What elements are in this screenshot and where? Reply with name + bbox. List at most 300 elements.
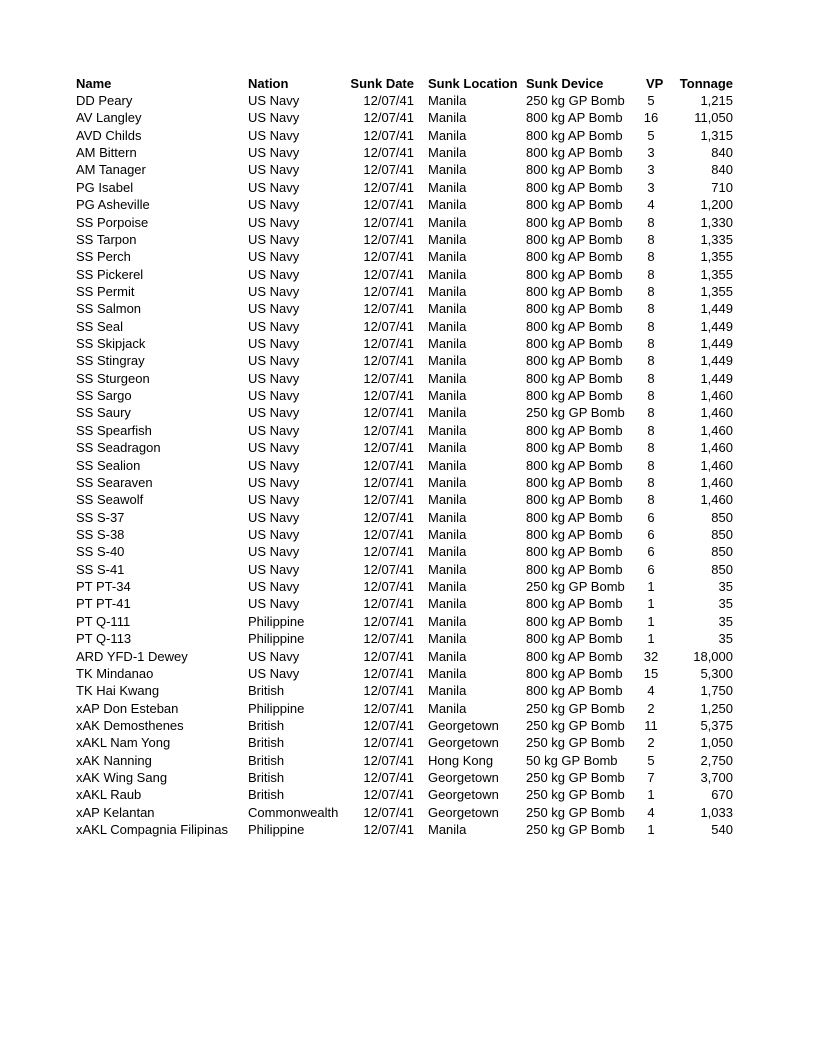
table-row: [76, 387, 740, 404]
cell-vp: 8: [647, 353, 655, 369]
cell-sunk-location: Manila: [428, 249, 467, 265]
cell-sunk-device: 250 kg GP Bomb: [526, 700, 625, 716]
cell-sunk-date: 12/07/41: [363, 509, 414, 525]
cell-sunk-date: 12/07/41: [363, 770, 414, 786]
sunk-ships-table: [76, 75, 740, 838]
cell-tonnage: 540: [711, 822, 733, 838]
cell-tonnage: 35: [718, 579, 733, 595]
cell-name: xAP Don Esteban: [76, 700, 179, 716]
cell-sunk-device: 800 kg AP Bomb: [526, 301, 623, 317]
table-header: [76, 75, 740, 92]
cell-nation: US Navy: [248, 179, 300, 195]
cell-name: SS Skipjack: [76, 336, 146, 352]
cell-nation: US Navy: [248, 266, 300, 282]
table-row: [76, 804, 740, 821]
cell-tonnage: 1,460: [700, 474, 733, 490]
cell-tonnage: 35: [718, 631, 733, 647]
cell-sunk-location: Manila: [428, 422, 467, 438]
cell-vp: 5: [647, 93, 655, 108]
header-name: Name: [76, 76, 112, 91]
cell-vp: 8: [647, 318, 655, 334]
cell-vp: 5: [647, 752, 655, 768]
table-row: [76, 214, 740, 231]
cell-sunk-location: Hong Kong: [428, 752, 494, 768]
cell-sunk-location: Manila: [428, 561, 467, 577]
cell-tonnage: 35: [718, 613, 733, 629]
cell-sunk-device: 250 kg GP Bomb: [526, 717, 625, 733]
cell-sunk-device: 800 kg AP Bomb: [526, 544, 623, 560]
cell-vp: 8: [647, 422, 655, 438]
cell-sunk-device: 800 kg AP Bomb: [526, 214, 623, 230]
cell-vp: 8: [647, 214, 655, 230]
table-row: [76, 109, 740, 126]
cell-sunk-device: 800 kg AP Bomb: [526, 266, 623, 282]
table-row: [76, 595, 740, 612]
cell-vp: 6: [647, 526, 655, 542]
cell-vp: 16: [643, 110, 659, 126]
cell-sunk-location: Manila: [428, 665, 467, 681]
cell-sunk-location: Manila: [428, 474, 467, 490]
cell-tonnage: 1,460: [700, 422, 733, 438]
cell-sunk-device: 800 kg AP Bomb: [526, 526, 623, 542]
table-row: [76, 665, 740, 682]
cell-nation: US Navy: [248, 509, 300, 525]
cell-name: xAK Wing Sang: [76, 770, 168, 786]
cell-tonnage: 1,750: [700, 683, 733, 699]
cell-vp: 8: [647, 336, 655, 352]
cell-sunk-date: 12/07/41: [363, 336, 414, 352]
header-sunk-date: Sunk Date: [350, 76, 414, 91]
cell-sunk-device: 800 kg AP Bomb: [526, 440, 623, 456]
table-row: [76, 318, 740, 335]
cell-name: PT Q-113: [76, 631, 132, 647]
cell-sunk-device: 800 kg AP Bomb: [526, 457, 623, 473]
header-nation: Nation: [248, 76, 289, 91]
cell-name: PT PT-41: [76, 596, 131, 612]
cell-sunk-location: Manila: [428, 162, 467, 178]
cell-name: DD Peary: [76, 93, 133, 108]
cell-nation: US Navy: [248, 110, 300, 126]
cell-sunk-device: 800 kg AP Bomb: [526, 249, 623, 265]
cell-sunk-date: 12/07/41: [363, 110, 414, 126]
cell-sunk-device: 800 kg AP Bomb: [526, 162, 623, 178]
cell-tonnage: 1,460: [700, 405, 733, 421]
table-row: [76, 179, 740, 196]
table-row: [76, 543, 740, 560]
cell-sunk-date: 12/07/41: [363, 752, 414, 768]
cell-nation: US Navy: [248, 162, 300, 178]
cell-sunk-date: 12/07/41: [363, 665, 414, 681]
cell-sunk-device: 800 kg AP Bomb: [526, 318, 623, 334]
cell-sunk-location: Manila: [428, 405, 467, 421]
cell-vp: 8: [647, 249, 655, 265]
table-row: [76, 457, 740, 474]
cell-sunk-location: Manila: [428, 526, 467, 542]
cell-sunk-date: 12/07/41: [363, 318, 414, 334]
cell-sunk-device: 800 kg AP Bomb: [526, 336, 623, 352]
cell-vp: 8: [647, 231, 655, 247]
cell-sunk-date: 12/07/41: [363, 301, 414, 317]
cell-sunk-device: 800 kg AP Bomb: [526, 127, 623, 143]
cell-tonnage: 850: [711, 561, 733, 577]
cell-nation: US Navy: [248, 301, 300, 317]
cell-vp: 32: [643, 648, 659, 664]
cell-vp: 2: [647, 735, 655, 751]
cell-sunk-device: 800 kg AP Bomb: [526, 492, 623, 508]
table-row: [76, 196, 740, 213]
cell-vp: 8: [647, 457, 655, 473]
cell-tonnage: 5,375: [700, 717, 733, 733]
cell-nation: US Navy: [248, 388, 300, 404]
cell-nation: US Navy: [248, 283, 300, 299]
cell-name: SS Porpoise: [76, 214, 149, 230]
cell-tonnage: 1,355: [700, 283, 733, 299]
table-body: [76, 92, 740, 838]
cell-nation: US Navy: [248, 93, 300, 108]
header-sunk-device: Sunk Device: [526, 76, 604, 91]
cell-sunk-location: Manila: [428, 145, 467, 161]
cell-tonnage: 840: [711, 162, 733, 178]
cell-name: xAK Nanning: [76, 752, 152, 768]
cell-vp: 7: [647, 770, 655, 786]
cell-name: SS Searaven: [76, 474, 153, 490]
cell-name: SS S-41: [76, 561, 125, 577]
cell-name: AVD Childs: [76, 127, 142, 143]
cell-sunk-location: Manila: [428, 197, 467, 213]
cell-sunk-date: 12/07/41: [363, 804, 414, 820]
cell-sunk-date: 12/07/41: [363, 214, 414, 230]
cell-sunk-date: 12/07/41: [363, 353, 414, 369]
cell-sunk-date: 12/07/41: [363, 93, 414, 108]
cell-sunk-device: 250 kg GP Bomb: [526, 405, 625, 421]
cell-sunk-location: Manila: [428, 283, 467, 299]
cell-name: SS Seadragon: [76, 440, 161, 456]
cell-sunk-date: 12/07/41: [363, 405, 414, 421]
table-row: [76, 613, 740, 630]
cell-sunk-date: 12/07/41: [363, 544, 414, 560]
cell-nation: US Navy: [248, 249, 300, 265]
cell-sunk-date: 12/07/41: [363, 492, 414, 508]
cell-nation: US Navy: [248, 474, 300, 490]
cell-name: SS Sturgeon: [76, 370, 150, 386]
cell-name: PT PT-34: [76, 579, 131, 595]
cell-name: SS Pickerel: [76, 266, 144, 282]
cell-sunk-location: Manila: [428, 596, 467, 612]
cell-nation: US Navy: [248, 145, 300, 161]
cell-sunk-date: 12/07/41: [363, 283, 414, 299]
cell-name: xAP Kelantan: [76, 804, 155, 820]
cell-sunk-device: 250 kg GP Bomb: [526, 787, 625, 803]
table-row: [76, 717, 740, 734]
cell-name: TK Mindanao: [76, 665, 154, 681]
cell-nation: British: [248, 752, 285, 768]
cell-tonnage: 1,050: [700, 735, 733, 751]
cell-tonnage: 1,330: [700, 214, 733, 230]
cell-sunk-device: 800 kg AP Bomb: [526, 231, 623, 247]
cell-sunk-date: 12/07/41: [363, 474, 414, 490]
cell-sunk-device: 250 kg GP Bomb: [526, 735, 625, 751]
cell-tonnage: 1,449: [700, 353, 733, 369]
cell-tonnage: 850: [711, 544, 733, 560]
cell-sunk-device: 250 kg GP Bomb: [526, 770, 625, 786]
cell-sunk-date: 12/07/41: [363, 526, 414, 542]
cell-name: SS Spearfish: [76, 422, 152, 438]
cell-vp: 8: [647, 388, 655, 404]
cell-sunk-device: 800 kg AP Bomb: [526, 353, 623, 369]
cell-nation: US Navy: [248, 370, 300, 386]
cell-tonnage: 1,355: [700, 266, 733, 282]
cell-sunk-date: 12/07/41: [363, 717, 414, 733]
cell-sunk-location: Georgetown: [428, 804, 499, 820]
cell-tonnage: 35: [718, 596, 733, 612]
cell-sunk-date: 12/07/41: [363, 231, 414, 247]
cell-sunk-location: Manila: [428, 648, 467, 664]
cell-sunk-location: Manila: [428, 318, 467, 334]
cell-vp: 4: [647, 804, 655, 820]
cell-sunk-device: 800 kg AP Bomb: [526, 145, 623, 161]
cell-sunk-device: 800 kg AP Bomb: [526, 561, 623, 577]
cell-sunk-location: Georgetown: [428, 735, 499, 751]
cell-sunk-device: 250 kg GP Bomb: [526, 822, 625, 838]
cell-sunk-date: 12/07/41: [363, 648, 414, 664]
cell-sunk-device: 800 kg AP Bomb: [526, 613, 623, 629]
table-row: [76, 769, 740, 786]
cell-sunk-date: 12/07/41: [363, 249, 414, 265]
cell-vp: 8: [647, 492, 655, 508]
cell-nation: Philippine: [248, 700, 305, 716]
cell-name: PT Q-111: [76, 613, 131, 629]
cell-nation: Commonwealth: [248, 804, 339, 820]
table-row: [76, 578, 740, 595]
cell-sunk-location: Manila: [428, 440, 467, 456]
cell-sunk-date: 12/07/41: [363, 631, 414, 647]
cell-tonnage: 2,750: [700, 752, 733, 768]
cell-nation: British: [248, 770, 285, 786]
cell-sunk-date: 12/07/41: [363, 197, 414, 213]
cell-nation: US Navy: [248, 214, 300, 230]
cell-vp: 8: [647, 301, 655, 317]
cell-vp: 8: [647, 370, 655, 386]
cell-nation: US Navy: [248, 405, 300, 421]
cell-sunk-date: 12/07/41: [363, 822, 414, 838]
header-vp: VP: [646, 76, 664, 91]
cell-name: SS S-38: [76, 526, 125, 542]
table-row: [76, 474, 740, 491]
cell-name: TK Hai Kwang: [76, 683, 160, 699]
cell-vp: 3: [647, 162, 655, 178]
cell-tonnage: 710: [711, 179, 733, 195]
cell-tonnage: 1,449: [700, 301, 733, 317]
cell-sunk-date: 12/07/41: [363, 579, 414, 595]
cell-vp: 1: [647, 613, 655, 629]
cell-sunk-device: 800 kg AP Bomb: [526, 596, 623, 612]
cell-sunk-location: Manila: [428, 336, 467, 352]
cell-tonnage: 850: [711, 526, 733, 542]
cell-sunk-device: 800 kg AP Bomb: [526, 197, 623, 213]
cell-vp: 3: [647, 145, 655, 161]
cell-nation: US Navy: [248, 440, 300, 456]
cell-sunk-location: Manila: [428, 353, 467, 369]
cell-sunk-location: Manila: [428, 214, 467, 230]
cell-sunk-location: Manila: [428, 110, 467, 126]
cell-sunk-location: Manila: [428, 179, 467, 195]
cell-sunk-device: 50 kg GP Bomb: [526, 752, 618, 768]
cell-nation: US Navy: [248, 579, 300, 595]
table-row: [76, 92, 740, 109]
cell-sunk-location: Manila: [428, 231, 467, 247]
table-row: [76, 821, 740, 838]
cell-sunk-date: 12/07/41: [363, 613, 414, 629]
cell-tonnage: 1,315: [700, 127, 733, 143]
table-row: [76, 283, 740, 300]
cell-name: PG Isabel: [76, 179, 134, 195]
cell-sunk-location: Manila: [428, 509, 467, 525]
cell-name: AM Bittern: [76, 145, 137, 161]
cell-sunk-location: Georgetown: [428, 717, 499, 733]
cell-vp: 8: [647, 474, 655, 490]
cell-sunk-device: 800 kg AP Bomb: [526, 388, 623, 404]
table-row: [76, 786, 740, 803]
cell-vp: 1: [647, 822, 655, 838]
cell-sunk-location: Manila: [428, 93, 467, 108]
cell-tonnage: 1,449: [700, 370, 733, 386]
cell-sunk-location: Manila: [428, 457, 467, 473]
cell-nation: British: [248, 717, 285, 733]
table-row: [76, 630, 740, 647]
cell-sunk-date: 12/07/41: [363, 787, 414, 803]
cell-vp: 8: [647, 405, 655, 421]
cell-sunk-location: Manila: [428, 492, 467, 508]
cell-name: xAKL Compagnia Filipinas: [76, 822, 228, 838]
cell-sunk-location: Manila: [428, 388, 467, 404]
cell-vp: 4: [647, 197, 655, 213]
cell-name: xAKL Raub: [76, 787, 142, 803]
cell-tonnage: 1,355: [700, 249, 733, 265]
cell-tonnage: 840: [711, 145, 733, 161]
cell-sunk-location: Manila: [428, 613, 467, 629]
cell-name: SS Seawolf: [76, 492, 144, 508]
cell-sunk-device: 800 kg AP Bomb: [526, 631, 623, 647]
table-row: [76, 127, 740, 144]
cell-tonnage: 18,000: [693, 648, 733, 664]
cell-nation: US Navy: [248, 422, 300, 438]
table-row: [76, 300, 740, 317]
cell-tonnage: 1,033: [700, 804, 733, 820]
cell-tonnage: 1,215: [700, 93, 733, 108]
cell-name: AM Tanager: [76, 162, 146, 178]
cell-sunk-location: Manila: [428, 579, 467, 595]
table-row: [76, 404, 740, 421]
table-row: [76, 335, 740, 352]
cell-sunk-date: 12/07/41: [363, 440, 414, 456]
cell-sunk-device: 800 kg AP Bomb: [526, 665, 623, 681]
cell-vp: 1: [647, 579, 655, 595]
cell-tonnage: 1,460: [700, 457, 733, 473]
cell-vp: 15: [643, 665, 659, 681]
table-row: [76, 752, 740, 769]
table-row: [76, 422, 740, 439]
cell-sunk-date: 12/07/41: [363, 127, 414, 143]
table-row: [76, 231, 740, 248]
cell-sunk-date: 12/07/41: [363, 735, 414, 751]
table-row: [76, 352, 740, 369]
cell-sunk-device: 800 kg AP Bomb: [526, 509, 623, 525]
cell-vp: 8: [647, 283, 655, 299]
cell-tonnage: 850: [711, 509, 733, 525]
cell-tonnage: 11,050: [694, 110, 733, 126]
cell-vp: 11: [644, 717, 658, 733]
cell-nation: US Navy: [248, 492, 300, 508]
cell-sunk-date: 12/07/41: [363, 179, 414, 195]
cell-nation: Philippine: [248, 631, 305, 647]
cell-sunk-location: Manila: [428, 127, 467, 143]
cell-tonnage: 1,335: [700, 231, 733, 247]
cell-sunk-device: 800 kg AP Bomb: [526, 474, 623, 490]
cell-vp: 1: [647, 631, 655, 647]
cell-name: SS Salmon: [76, 301, 142, 317]
cell-nation: US Navy: [248, 544, 300, 560]
header-sunk-location: Sunk Location: [428, 76, 518, 91]
table-row: [76, 734, 740, 751]
cell-sunk-device: 250 kg GP Bomb: [526, 804, 625, 820]
cell-nation: US Navy: [248, 596, 300, 612]
table-row: [76, 682, 740, 699]
cell-nation: US Navy: [248, 648, 300, 664]
cell-vp: 8: [647, 266, 655, 282]
cell-nation: British: [248, 787, 285, 803]
cell-nation: Philippine: [248, 822, 305, 838]
cell-tonnage: 3,700: [700, 770, 733, 786]
cell-sunk-date: 12/07/41: [363, 145, 414, 161]
table-row: [76, 370, 740, 387]
table-row: [76, 161, 740, 178]
cell-nation: US Navy: [248, 127, 300, 143]
cell-name: SS Saury: [76, 405, 131, 421]
cell-nation: US Navy: [248, 526, 300, 542]
cell-sunk-device: 800 kg AP Bomb: [526, 110, 623, 126]
cell-vp: 4: [647, 683, 655, 699]
cell-tonnage: 1,449: [700, 336, 733, 352]
cell-sunk-location: Georgetown: [428, 787, 499, 803]
table-row: [76, 700, 740, 717]
cell-vp: 1: [647, 596, 655, 612]
cell-nation: US Navy: [248, 561, 300, 577]
cell-sunk-device: 800 kg AP Bomb: [526, 370, 623, 386]
cell-sunk-date: 12/07/41: [363, 561, 414, 577]
cell-name: SS Sargo: [76, 388, 132, 404]
cell-nation: British: [248, 683, 285, 699]
cell-nation: US Navy: [248, 665, 300, 681]
cell-vp: 5: [647, 127, 655, 143]
cell-nation: British: [248, 735, 285, 751]
table-row: [76, 144, 740, 161]
cell-nation: Philippine: [248, 613, 305, 629]
cell-tonnage: 1,449: [700, 318, 733, 334]
cell-name: ARD YFD-1 Dewey: [76, 648, 188, 664]
cell-tonnage: 670: [711, 787, 733, 803]
cell-name: SS Tarpon: [76, 231, 137, 247]
table-row: [76, 266, 740, 283]
cell-vp: 1: [647, 787, 655, 803]
cell-nation: US Navy: [248, 336, 300, 352]
cell-sunk-date: 12/07/41: [363, 266, 414, 282]
cell-sunk-location: Manila: [428, 631, 467, 647]
cell-tonnage: 1,460: [700, 440, 733, 456]
cell-sunk-date: 12/07/41: [363, 422, 414, 438]
header-tonnage: Tonnage: [679, 76, 733, 91]
table-row: [76, 509, 740, 526]
cell-name: xAKL Nam Yong: [76, 735, 171, 751]
